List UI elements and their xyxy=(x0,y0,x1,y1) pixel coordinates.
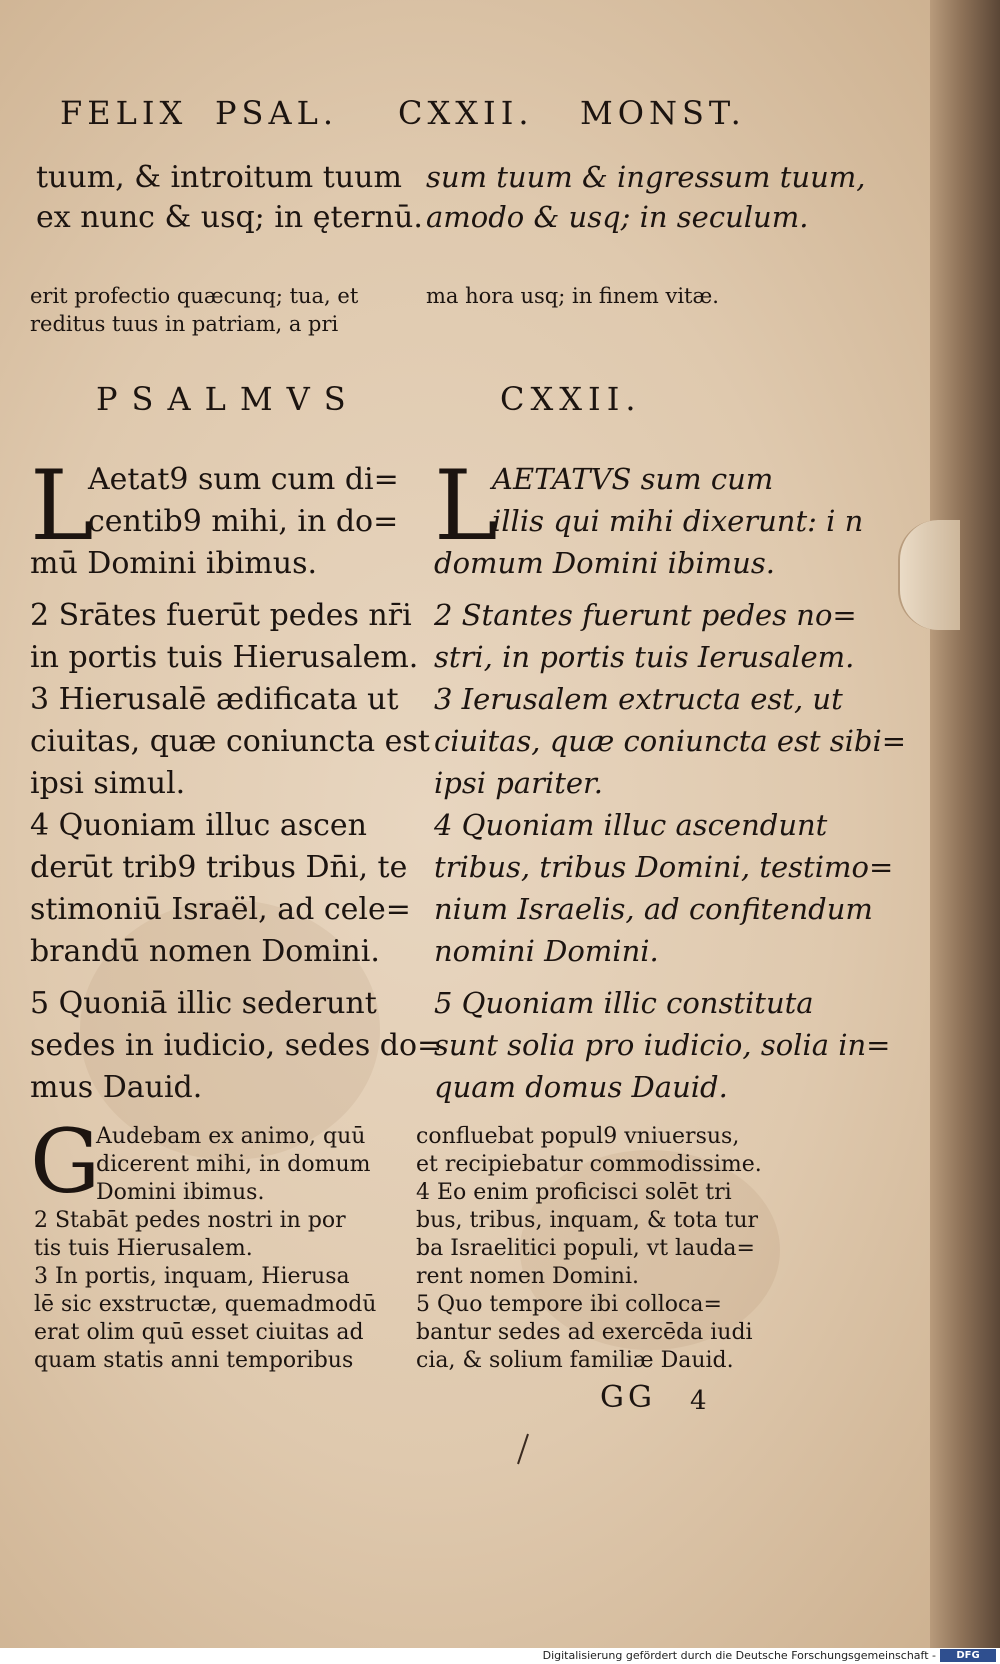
text-line: erat olim quū esset ciuitas ad xyxy=(34,1320,364,1345)
text-line: Audebam ex animo, quū xyxy=(96,1124,366,1149)
pen-mark xyxy=(510,1430,540,1470)
dropcap-left: L xyxy=(30,450,94,562)
running-head xyxy=(60,94,760,144)
text-line: brandū nomen Domini. xyxy=(30,934,380,969)
text-line: illis qui mihi dixerunt: i n xyxy=(492,504,864,538)
text-line: centib9 mihi, in do= xyxy=(88,504,399,539)
dfg-logo: DFG xyxy=(940,1649,996,1662)
text-line: ciuitas, quæ coniuncta est sibi= xyxy=(434,724,907,758)
text-line: Domini ibimus. xyxy=(96,1180,265,1205)
text-line: lē sic exstructæ, quemadmodū xyxy=(34,1292,377,1317)
psalm-heading-right: CXXII. xyxy=(500,380,642,418)
dropcap-paraphrase: G xyxy=(30,1110,101,1213)
text-line: bantur sedes ad exercēda iudi xyxy=(416,1320,753,1345)
text-line: et recipiebatur commodissime. xyxy=(416,1152,762,1177)
running-head-right: MONST. xyxy=(580,94,746,132)
text-line: 3 Hierusalē ædificata ut xyxy=(30,682,399,717)
text-line: amodo & usq; in seculum. xyxy=(426,200,809,234)
running-head-number: CXXII. xyxy=(398,94,534,132)
text-line: tuum, & introitum tuum xyxy=(36,160,402,195)
note-block-right xyxy=(426,284,806,314)
text-line: 5 Quoniam illic constituta xyxy=(434,986,814,1020)
text-line: domum Domini ibimus. xyxy=(434,546,775,580)
text-line: 3 Ierusalem extructa est, ut xyxy=(434,682,843,716)
text-line: derūt trib9 tribus Dn̄i, te xyxy=(30,850,408,885)
text-line: ipsi pariter. xyxy=(434,766,603,800)
text-line: sum tuum & ingressum tuum, xyxy=(426,160,866,194)
text-line: cia, & solium familiæ Dauid. xyxy=(416,1348,734,1373)
text-line: bus, tribus, inquam, & tota tur xyxy=(416,1208,759,1233)
text-line: AETATVS sum cum xyxy=(492,462,774,496)
text-line: quam domus Dauid. xyxy=(434,1070,728,1104)
page-edge xyxy=(930,0,1000,1648)
latin-right-column xyxy=(434,462,907,1104)
text-line: tribus, tribus Domini, testimo= xyxy=(434,850,894,884)
text-line: 4 Quoniam illuc ascendunt xyxy=(434,808,828,842)
text-line: 5 Quo tempore ibi colloca= xyxy=(416,1292,722,1317)
signature-mark: GG xyxy=(600,1380,656,1415)
text-line: nium Israelis, ad confitendum xyxy=(434,892,873,926)
text-line: mus Dauid. xyxy=(30,1070,203,1105)
note-block-left xyxy=(30,284,410,344)
text-line: rent nomen Domini. xyxy=(416,1264,639,1289)
text-line: dicerent mihi, in domum xyxy=(96,1152,371,1177)
text-line: confluebat popul9 vniuersus, xyxy=(416,1124,740,1149)
text-line: nomini Domini. xyxy=(434,934,659,968)
paraphrase-right-column xyxy=(416,1124,836,1384)
running-head-psal: PSAL. xyxy=(215,94,338,132)
text-line: sedes in iudicio, sedes do= xyxy=(30,1028,443,1063)
text-line: 4 Quoniam illuc ascen xyxy=(30,808,367,843)
text-line: erit profectio quæcunq; tua, et xyxy=(30,284,359,308)
text-line: ipsi simul. xyxy=(30,766,186,801)
paraphrase-left-column xyxy=(34,1124,414,1384)
text-line: 3 In portis, inquam, Hierusa xyxy=(34,1264,350,1289)
running-head-left: FELIX xyxy=(60,94,188,132)
text-line: 5 Quoniā illic sederunt xyxy=(30,986,377,1021)
text-line: sunt solia pro iudicio, solia in= xyxy=(434,1028,891,1062)
text-line: ciuitas, quæ coniuncta est xyxy=(30,724,430,759)
latin-left-column xyxy=(30,462,443,1105)
text-line: 2 Srātes fuerūt pedes nr̄i xyxy=(30,598,412,633)
text-line: 2 Stantes fuerunt pedes no= xyxy=(434,598,857,632)
top-block-right xyxy=(426,160,866,240)
text-line: ba Israelitici populi, vt lauda= xyxy=(416,1236,755,1261)
psalm-heading-left: PSALMVS xyxy=(96,380,360,418)
text-line: ex nunc & usq; in ęternū. xyxy=(36,200,423,235)
page-clasp xyxy=(898,520,960,630)
text-line: quam statis anni temporibus xyxy=(34,1348,354,1373)
signature-number: 4 xyxy=(690,1386,707,1416)
text-line: ma hora usq; in finem vitæ. xyxy=(426,284,719,308)
top-block-left xyxy=(36,160,423,240)
footer-credit: Digitalisierung gefördert durch die Deutsche Forschungsgemeinschaft - xyxy=(542,1649,936,1662)
text-line: tis tuis Hierusalem. xyxy=(34,1236,253,1261)
text-line: 2 Stabāt pedes nostri in por xyxy=(34,1208,346,1233)
text-line: mū Domini ibimus. xyxy=(30,546,318,581)
text-line: stri, in portis tuis Ierusalem. xyxy=(434,640,855,674)
dropcap-right: L xyxy=(434,450,498,562)
text-line: Aetat9 sum cum di= xyxy=(88,462,399,497)
text-line: stimoniū Israël, ad cele= xyxy=(30,892,411,927)
text-line: in portis tuis Hierusalem. xyxy=(30,640,419,675)
text-line: reditus tuus in patriam, a pri xyxy=(30,312,339,336)
text-line: 4 Eo enim proficisci solēt tri xyxy=(416,1180,732,1205)
